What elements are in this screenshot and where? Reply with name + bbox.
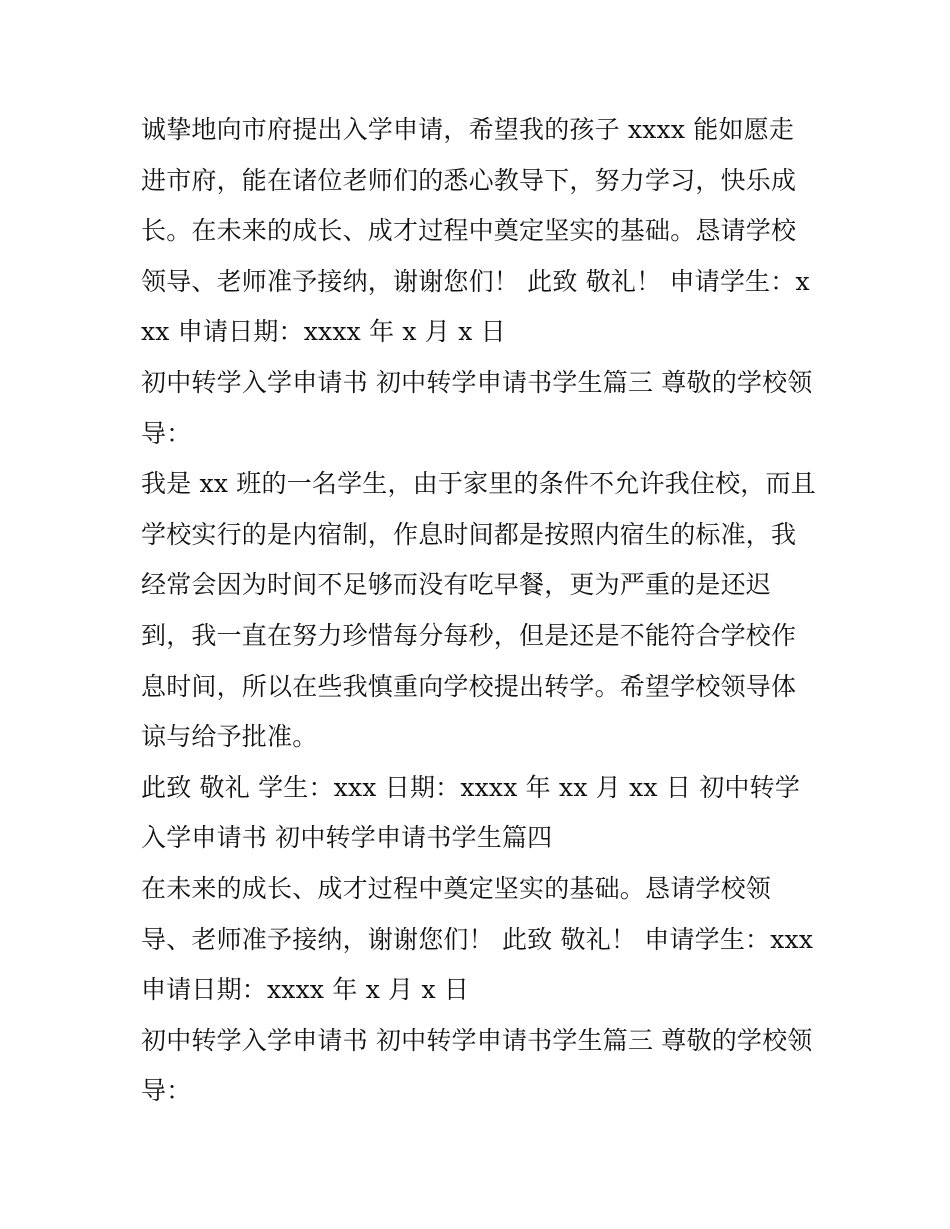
paragraph-application-repeat: 在未来的成长、成才过程中奠定坚实的基础。恳请学校领导、老师准予接纳，谢谢您们！ 此致 敬礼！ 申请学生：xxx 申请日期：xxxx 年 x 月 x 日 <box>141 873 822 1005</box>
paragraph-transfer-reason: 我是 xx 班的一名学生，由于家里的条件不允许我住校，而且学校实行的是内宿制，作息时间都是按照内宿生的标准，我经常会因为时间不足够而没有吃早餐，更为严重的是还迟到，我一直在努力珍惜每分每秒，但是还是不能符合学校作息时间，所以在些我慎重向学校提出转学。希望学校领导体谅与给予批准。 <box>141 469 816 752</box>
paragraph-application-intro: 诚挚地向市府提出入学申请，希望我的孩子 xxxx 能如愿走进市府，能在诸位老师们的悉心教导下，努力学习，快乐成长。在未来的成长、成才过程中奠定坚实的基础。恳请学校领导、老师准予接纳，谢谢您们！ 此致 敬礼！ 申请学生：xxx 申请日期：xxxx 年 x 月 x 日 <box>141 115 810 347</box>
document-body <box>141 105 822 1117</box>
paragraph-heading-part-three: 初中转学入学申请书 初中转学申请书学生篇三 尊敬的学校领导： <box>141 367 813 448</box>
paragraph-closing-part-four: 此致 敬礼 学生：xxx 日期：xxxx 年 xx 月 xx 日 初中转学入学申请书 初中转学申请书学生篇四 <box>141 772 801 853</box>
paragraph-heading-part-three-repeat: 初中转学入学申请书 初中转学申请书学生篇三 尊敬的学校领导： <box>141 1025 813 1106</box>
